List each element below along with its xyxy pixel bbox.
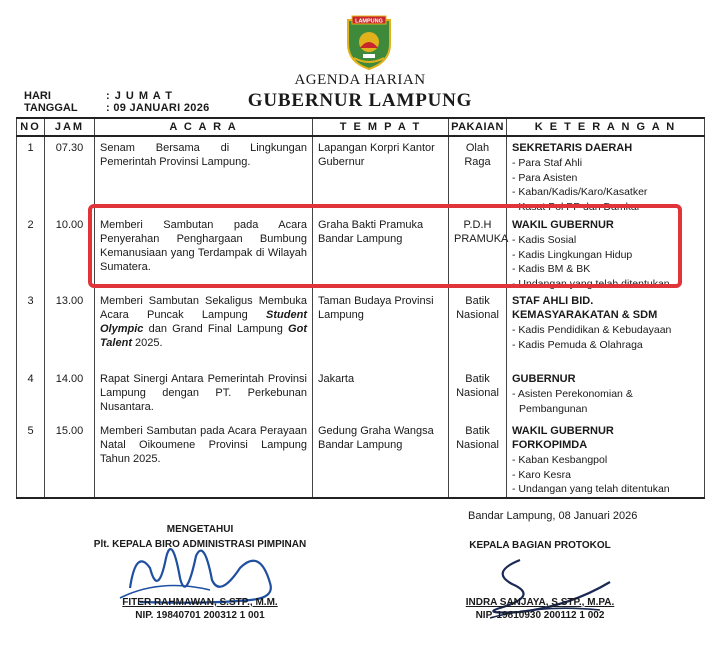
notes-item: - Para Staf Ahli bbox=[512, 157, 583, 169]
notes-item: - Kasat Pol PP dan Damkar bbox=[512, 200, 641, 213]
table-row bbox=[17, 136, 705, 214]
row-event: Memberi Sambutan pada Acara Perayaan Natal Oikoumene Provinsi Lampung Tahun 2025. bbox=[95, 420, 313, 498]
right-signatory-nip: NIP. 19810930 200112 1 002 bbox=[475, 610, 605, 621]
row-number: 3 bbox=[17, 290, 45, 368]
notes-heading: WAKIL GUBERNUR FORKOPIMDA bbox=[512, 425, 614, 451]
notes-heading: SEKRETARIS DAERAH bbox=[512, 142, 633, 154]
column-header-pakaian: PAKAIAN bbox=[449, 118, 507, 136]
column-header-no: NO bbox=[17, 118, 45, 136]
notes-item: - Kadis BM & BK bbox=[512, 263, 591, 275]
notes-item: - Kadis Pendidikan & Kebudayaan bbox=[512, 324, 672, 336]
row-venue: Graha Bakti Pramuka Bandar Lampung bbox=[313, 214, 449, 290]
event-name-emphasis: Student Olympic bbox=[100, 309, 307, 335]
row-time: 14.00 bbox=[45, 368, 95, 420]
agenda-table bbox=[16, 117, 705, 499]
row-time: 10.00 bbox=[45, 214, 95, 290]
row-notes bbox=[507, 368, 705, 420]
right-signatory-role: KEPALA BAGIAN PROTOKOL bbox=[469, 540, 611, 551]
row-attire: Batik Nasional bbox=[449, 368, 507, 420]
notes-item: - Para Asisten bbox=[512, 171, 578, 184]
row-time: 15.00 bbox=[45, 420, 95, 498]
row-attire: Batik Nasional bbox=[449, 420, 507, 498]
date-value: : 09 JANUARI 2026 bbox=[106, 102, 210, 114]
row-venue: Taman Budaya Provinsi Lampung bbox=[313, 290, 449, 368]
notes-item: - Kaban/Kadis/Karo/Kasatker bbox=[512, 186, 648, 198]
day-value: : J U M A T bbox=[106, 90, 174, 102]
row-event: Senam Bersama di Lingkungan Pemerintah Provinsi Lampung. bbox=[95, 136, 313, 214]
lampung-coat-of-arms-logo bbox=[346, 14, 392, 70]
notes-item: - Karo Kesra bbox=[512, 468, 571, 481]
place-date: Bandar Lampung, 08 Januari 2026 bbox=[468, 510, 638, 522]
row-attire: Olah Raga bbox=[449, 136, 507, 214]
row-venue: Lapangan Korpri Kantor Gubernur bbox=[313, 136, 449, 214]
left-signature bbox=[100, 528, 320, 608]
row-number: 5 bbox=[17, 420, 45, 498]
notes-item: - Undangan yang telah ditentukan bbox=[512, 277, 670, 290]
notes-heading: STAF AHLI BID. KEMASYARAKATAN & SDM bbox=[512, 295, 658, 321]
highlight-box bbox=[88, 204, 682, 288]
table-row bbox=[17, 420, 705, 498]
row-number: 4 bbox=[17, 368, 45, 420]
row-venue: Jakarta bbox=[313, 368, 449, 420]
row-attire: P.D.H PRAMUKA bbox=[449, 214, 507, 290]
table-row bbox=[17, 290, 705, 368]
row-notes bbox=[507, 290, 705, 368]
notes-item: - Undangan yang telah ditentukan bbox=[512, 483, 670, 495]
row-time: 07.30 bbox=[45, 136, 95, 214]
column-header-tempat: T E M P A T bbox=[313, 118, 449, 136]
event-name-emphasis: Got Talent bbox=[100, 323, 307, 349]
row-attire: Batik Nasional bbox=[449, 290, 507, 368]
left-signatory-name: FITER RAHMAWAN, S.STP., M.M. bbox=[122, 597, 278, 608]
notes-item: - Kaban Kesbangpol bbox=[512, 454, 608, 466]
notes-item: - Asisten Perekonomian & Pembangunan bbox=[512, 388, 633, 415]
day-label: HARI bbox=[24, 90, 51, 102]
left-signatory-title: MENGETAHUI bbox=[166, 524, 234, 535]
agenda-title: AGENDA HARIAN bbox=[294, 72, 426, 88]
table-header-row bbox=[17, 118, 705, 136]
left-signatory-role: Plt. KEPALA BIRO ADMINISTRASI PIMPINAN bbox=[93, 539, 307, 550]
row-venue: Gedung Graha Wangsa Bandar Lampung bbox=[313, 420, 449, 498]
column-header-keterangan: K E T E R A N G A N bbox=[507, 118, 705, 136]
row-number: 1 bbox=[17, 136, 45, 214]
logo-text: LAMPUNG bbox=[355, 18, 383, 25]
notes-item: - Kadis Sosial bbox=[512, 234, 577, 246]
row-event: Memberi Sambutan Sekaligus Membuka Acara Puncak Lampung Student Olympic dan Grand Final Lampung Got Talent 2025. bbox=[95, 290, 313, 368]
row-event: Memberi Sambutan pada Acara Penyerahan Penghargaan Bumbung Kemanusiaan yang Terdampak di Wilayah Sumatera. bbox=[95, 214, 313, 290]
row-time: 13.00 bbox=[45, 290, 95, 368]
notes-item: - Kadis Pemuda & Olahraga bbox=[512, 338, 643, 351]
notes-item: - Kadis Lingkungan Hidup bbox=[512, 248, 633, 261]
row-event: Rapat Sinergi Antara Pemerintah Provinsi Lampung dengan PT. Perkebunan Nusantara. bbox=[95, 368, 313, 420]
row-notes bbox=[507, 136, 705, 214]
column-header-jam: JAM bbox=[45, 118, 95, 136]
office-title: GUBERNUR LAMPUNG bbox=[247, 90, 473, 111]
column-header-acara: A C A R A bbox=[95, 118, 313, 136]
date-label: TANGGAL bbox=[24, 102, 78, 114]
right-signatory-name: INDRA SANJAYA, S.STP., M.PA. bbox=[465, 597, 615, 608]
notes-heading: GUBERNUR bbox=[512, 373, 576, 385]
table-row bbox=[17, 368, 705, 420]
row-number: 2 bbox=[17, 214, 45, 290]
row-notes bbox=[507, 420, 705, 498]
left-signatory-nip: NIP. 19840701 200312 1 001 bbox=[135, 610, 265, 621]
notes-heading: WAKIL GUBERNUR bbox=[512, 219, 614, 231]
